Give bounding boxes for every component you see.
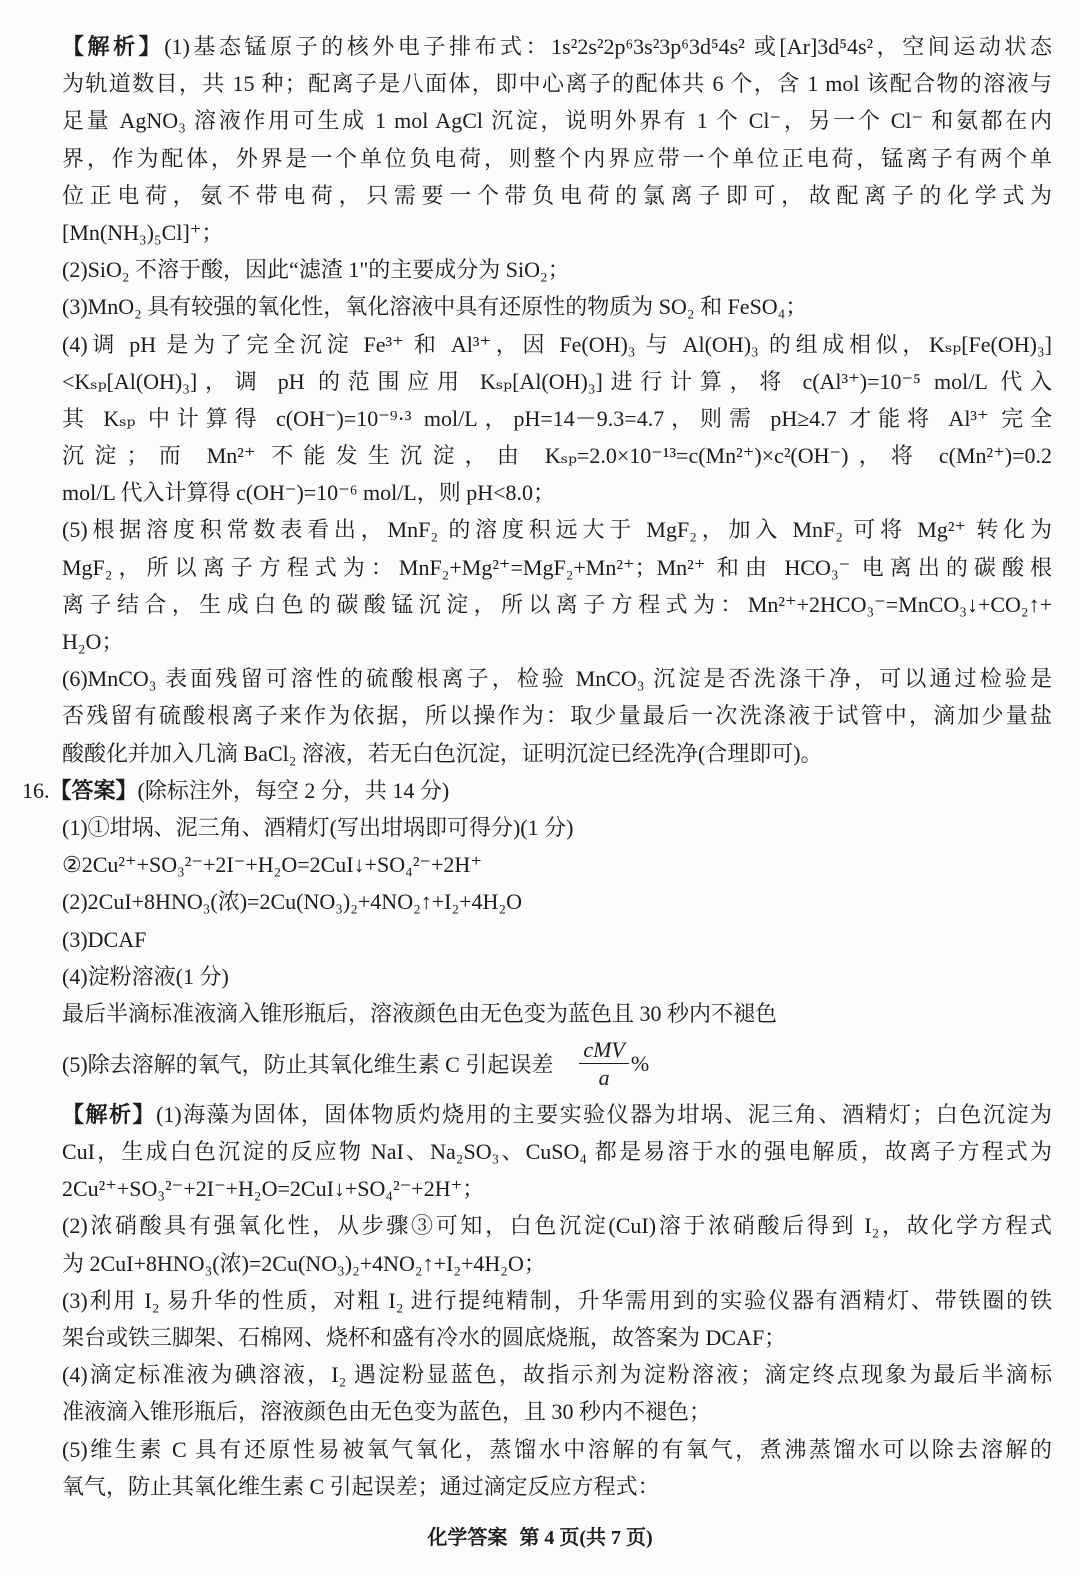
analysis-line — [62, 1096, 1052, 1133]
analysis-line: 界，作为配体，外界是一个单位负电荷，则整个内界应带一个单位正电荷，锰离子有两个单 — [62, 145, 1052, 171]
analysis-line — [62, 28, 1052, 65]
answer-line: (4)淀粉溶液(1 分) — [62, 963, 229, 989]
analysis-line: 其 Kₛₚ 中计算得 c(OH⁻)=10⁻⁹·³ mol/L，pH=14－9.3=4.7，则需 pH≥4.7 才能将 Al³⁺ 完全 — [62, 405, 1052, 431]
analysis-line: (5)维生素 C 具有还原性易被氧气氧化，蒸馏水中溶解的有氧气，煮沸蒸馏水可以除去溶解的 — [62, 1436, 1052, 1462]
question-number: 16. — [22, 777, 50, 803]
fraction-numerator: cMV — [579, 1036, 629, 1064]
analysis-text: (1)海藻为固体，固体物质灼烧用的主要实验仪器为坩埚、泥三角、酒精灯；白色沉淀为 — [156, 1101, 1052, 1127]
analysis-line: MgF₂，所以离子方程式为：MnF₂+Mg²⁺=MgF₂+Mn²⁺；Mn²⁺ 和由 HCO₃⁻ 电离出的碳酸根 — [62, 554, 1052, 580]
answer-note: (除标注外，每空 2 分，共 14 分) — [137, 777, 450, 803]
analysis-line: 离子结合，生成白色的碳酸锰沉淀，所以离子方程式为：Mn²⁺+2HCO₃⁻=MnCO₃↓+CO₂↑+ — [62, 591, 1052, 617]
analysis-line: 酸酸化并加入几滴 BaCl₂ 溶液，若无白色沉淀，证明沉淀已经洗净(合理即可)。 — [62, 740, 823, 766]
question-header — [22, 772, 1052, 809]
analysis-line: (2)浓硝酸具有强氧化性，从步骤③可知，白色沉淀(CuI)溶于浓硝酸后得到 I₂，故化学方程式 — [62, 1213, 1052, 1239]
answer-label: 【答案】 — [49, 777, 138, 803]
page-footer — [0, 1524, 1080, 1552]
analysis-label: 【解析】 — [62, 1101, 157, 1127]
footer-subject: 化学答案 — [427, 1527, 508, 1549]
analysis-line: 足量 AgNO₃ 溶液作用可生成 1 mol AgCl 沉淀，说明外界有 1 个 Cl⁻，另一个 Cl⁻ 和氨都在内 — [62, 108, 1052, 134]
answer-line: (3)DCAF — [62, 926, 147, 952]
analysis-line: (5)根据溶度积常数表看出，MnF₂ 的溶度积远大于 MgF₂，加入 MnF₂ 可将 Mg²⁺ 转化为 — [62, 517, 1052, 543]
analysis-line: (3)利用 I₂ 易升华的性质，对粗 I₂ 进行提纯精制，升华需用到的实验仪器有酒精灯、带铁圈的铁 — [62, 1287, 1052, 1313]
answer-line-fraction — [62, 1032, 1052, 1096]
analysis-line: H₂O； — [62, 629, 124, 654]
analysis-line: mol/L 代入计算得 c(OH⁻)=10⁻⁶ mol/L，则 pH<8.0； — [62, 480, 556, 506]
analysis-line: 位正电荷，氨不带电荷，只需要一个带负电荷的氯离子即可，故配离子的化学式为 — [62, 182, 1052, 208]
answer-text: (5)除去溶解的氧气，防止其氧化维生素 C 引起误差 — [62, 1052, 554, 1078]
footer-page-number: 第 4 页(共 7 页) — [519, 1527, 653, 1549]
analysis-text: (1)基态锰原子的核外电子排布式：1s²2s²2p⁶3s²3p⁶3d⁵4s² 或[Ar]3d⁵4s²，空间运动状态 — [164, 34, 1052, 59]
analysis-line: 沉淀；而 Mn²⁺ 不能发生沉淀，由 Kₛₚ=2.0×10⁻¹³=c(Mn²⁺)×c²(OH⁻)，将 c(Mn²⁺)=0.2 — [62, 443, 1052, 469]
analysis-line: (6)MnCO₃ 表面残留可溶性的硫酸根离子，检验 MnCO₃ 沉淀是否洗涤干净，可以通过检验是 — [62, 666, 1052, 692]
analysis-line: CuI，生成白色沉淀的反应物 NaI、Na₂SO₃、CuSO₄ 都是易溶于水的强电解质，故离子方程式为 — [62, 1139, 1052, 1165]
analysis-line: (4)调 pH 是为了完全沉淀 Fe³⁺ 和 Al³⁺，因 Fe(OH)₃ 与 Al(OH)₃ 的组成相似，Kₛₚ[Fe(OH)₃] — [62, 331, 1052, 357]
analysis-line: (4)滴定标准液为碘溶液，I₂ 遇淀粉显蓝色，故指示剂为淀粉溶液；滴定终点现象为最后半滴标 — [62, 1362, 1052, 1388]
answer-line: 最后半滴标准液滴入锥形瓶后，溶液颜色由无色变为蓝色且 30 秒内不褪色 — [62, 1000, 778, 1026]
fraction-denominator: a — [598, 1065, 610, 1091]
analysis-line: 为轨道数目，共 15 种；配离子是八面体，即中心离子的配体共 6 个，含 1 mol 该配合物的溶液与 — [62, 71, 1052, 97]
percent-sign: % — [630, 1050, 650, 1076]
analysis-line: 氧气，防止其氧化维生素 C 引起误差；通过滴定反应方程式： — [62, 1473, 660, 1499]
answer-fraction — [579, 1036, 629, 1091]
answer-line: (2)2CuI+8HNO₃(浓)=2Cu(NO₃)₂+4NO₂↑+I₂+4H₂O — [62, 889, 523, 915]
analysis-label: 【解析】 — [62, 34, 165, 59]
analysis-line: 2Cu²⁺+SO₃²⁻+2I⁻+H₂O=2CuI↓+SO₄²⁻+2H⁺； — [62, 1176, 485, 1202]
document-body — [22, 28, 1052, 1505]
analysis-line: 否残留有硫酸根离子来作为依据，所以操作为：取少量最后一次洗涤液于试管中，滴加少量盐 — [62, 703, 1052, 729]
analysis-line: 架台或铁三脚架、石棉网、烧杯和盛有冷水的圆底烧瓶，故答案为 DCAF； — [62, 1324, 787, 1350]
answer-line: ②2Cu²⁺+SO₃²⁻+2I⁻+H₂O=2CuI↓+SO₄²⁻+2H⁺ — [62, 852, 482, 878]
answer-line: (1)①坩埚、泥三角、酒精灯(写出坩埚即可得分)(1 分) — [62, 814, 574, 840]
analysis-line: (2)SiO₂ 不溶于酸，因此“滤渣 1"的主要成分为 SiO₂； — [62, 257, 570, 283]
analysis-line: 为 2CuI+8HNO₃(浓)=2Cu(NO₃)₂+4NO₂↑+I₂+4H₂O； — [62, 1250, 546, 1276]
analysis-line: (3)MnO₂ 具有较强的氧化性，氧化溶液中具有还原性的物质为 SO₂ 和 FeSO₄； — [62, 294, 808, 320]
analysis-line: [Mn(NH₃)₅Cl]⁺； — [62, 219, 224, 245]
analysis-line: 准液滴入锥形瓶后，溶液颜色由无色变为蓝色，且 30 秒内不褪色； — [62, 1399, 712, 1425]
analysis-line: <Kₛₚ[Al(OH)₃]，调 pH 的范围应用 Kₛₚ[Al(OH)₃]进行计算，将 c(Al³⁺)=10⁻⁵ mol/L 代入 — [62, 368, 1052, 394]
